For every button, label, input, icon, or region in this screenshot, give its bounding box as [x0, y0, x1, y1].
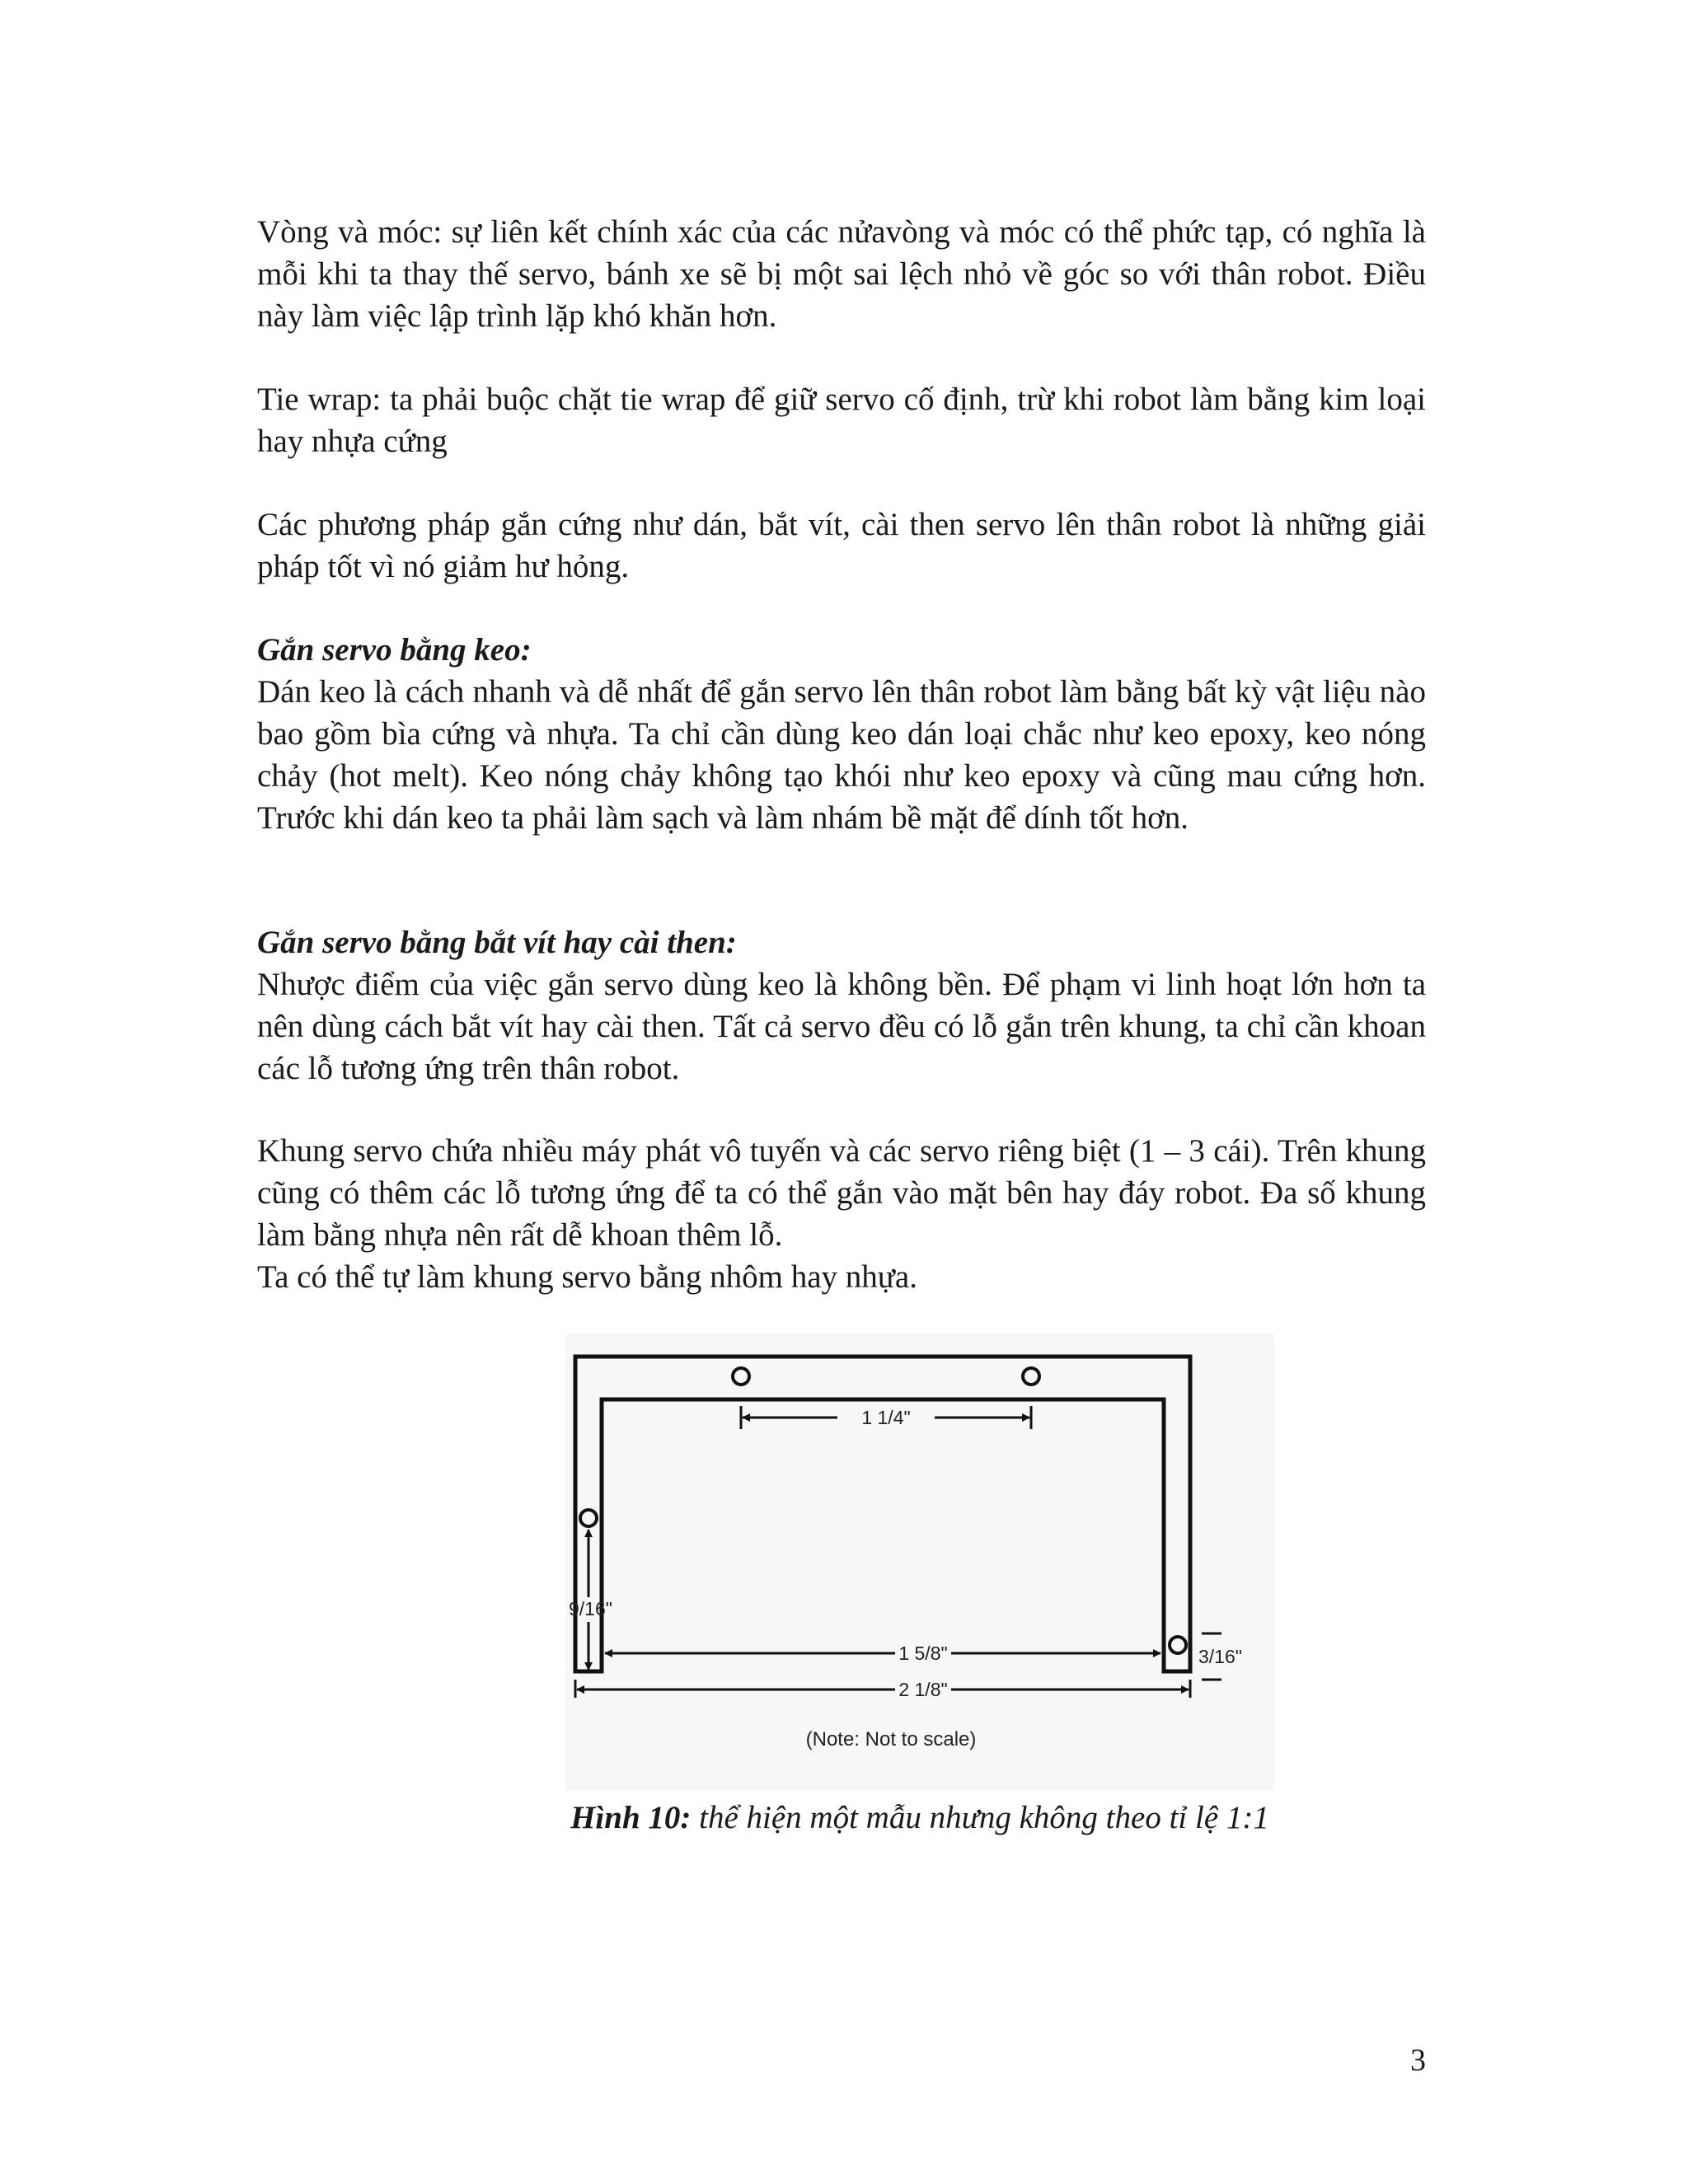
page-text-frame [257, 1130, 1426, 1298]
section-glue [257, 629, 1426, 839]
dim-top-label: 1 1/4" [861, 1407, 911, 1428]
page-text-rigid [257, 504, 1426, 588]
heading-glue: Gắn servo bằng keo: [257, 632, 532, 668]
dim-right-label: 3/16" [1198, 1646, 1242, 1667]
paragraph-diy-frame: Ta có thể tự làm khung servo bằng nhôm hay nhựa. [257, 1259, 917, 1295]
dim-inner-label: 1 5/8" [898, 1643, 948, 1664]
frame-outline [575, 1357, 1190, 1671]
paragraph-tie-wrap: Tie wrap: ta phải buộc chặt tie wrap để giữ servo cố định, trừ khi robot làm bằng kim loại hay nhựa cứng [257, 382, 1426, 459]
caption-label: Hình 10: [570, 1800, 692, 1835]
paragraph-screw: Nhược điểm của việc gắn servo dùng keo là không bền. Để phạm vi linh hoạt lớn hơn ta nên dùng cách bắt vít hay cài then. Tất cả servo đều có lỗ gắn trên khung, ta chỉ cần khoan các lỗ tương ứng trên thân robot. [257, 967, 1426, 1086]
paragraph-frame: Khung servo chứa nhiều máy phát vô tuyến và các servo riêng biệt (1 – 3 cái). Trên khung cũng có thêm các lỗ tương ứng để ta có thể gắn vào mặt bên hay đáy robot. Đa số khung làm bằng nhựa nên rất dễ khoan thêm lỗ. [257, 1133, 1426, 1253]
heading-screw: Gắn servo bằng bắt vít hay cài then: [257, 925, 737, 960]
hole-top-right [1023, 1368, 1039, 1385]
page-text-upper [257, 211, 1426, 337]
paragraph-glue: Dán keo là cách nhanh và dễ nhất để gắn servo lên thân robot làm bằng bất kỳ vật liệu nào bao gồm bìa cứng và nhựa. Ta chỉ cần dùng keo dán loại chắc như keo epoxy, keo nóng chảy (hot melt). Keo nóng chảy không tạo khói như keo epoxy và cũng mau cứng hơn. Trước khi dán keo ta phải làm sạch và làm nhám bề mặt để dính tốt hơn. [257, 674, 1426, 836]
paragraph-rigid-mount: Các phương pháp gắn cứng như dán, bắt vít, cài then servo lên thân robot là những giải pháp tốt vì nó giảm hư hỏng. [257, 507, 1426, 584]
servo-frame-diagram [565, 1333, 1274, 1791]
page-text-tiewrap [257, 378, 1426, 462]
servo-frame-figure [565, 1333, 1274, 1791]
hole-right [1170, 1637, 1186, 1653]
hole-left [580, 1510, 597, 1526]
paragraph-rings-hooks: Vòng và móc: sự liên kết chính xác của các nửavòng và móc có thể phức tạp, có nghĩa là mỗi khi ta thay thế servo, bánh xe sẽ bị một sai lệch nhỏ về góc so với thân robot. Điều này làm việc lập trình lặp khó khăn hơn. [257, 214, 1426, 334]
section-screw [257, 921, 1426, 1090]
figure-caption [565, 1797, 1274, 1839]
caption-text: thể hiện một mẫu nhưng không theo tỉ lệ 1:1 [691, 1800, 1269, 1835]
figure-note: (Note: Not to scale) [805, 1728, 977, 1750]
page-number: 3 [1410, 2043, 1426, 2078]
dim-outer-label: 2 1/8" [898, 1679, 948, 1700]
hole-top-left [733, 1368, 749, 1385]
dim-left-label: 9/16" [569, 1598, 612, 1619]
